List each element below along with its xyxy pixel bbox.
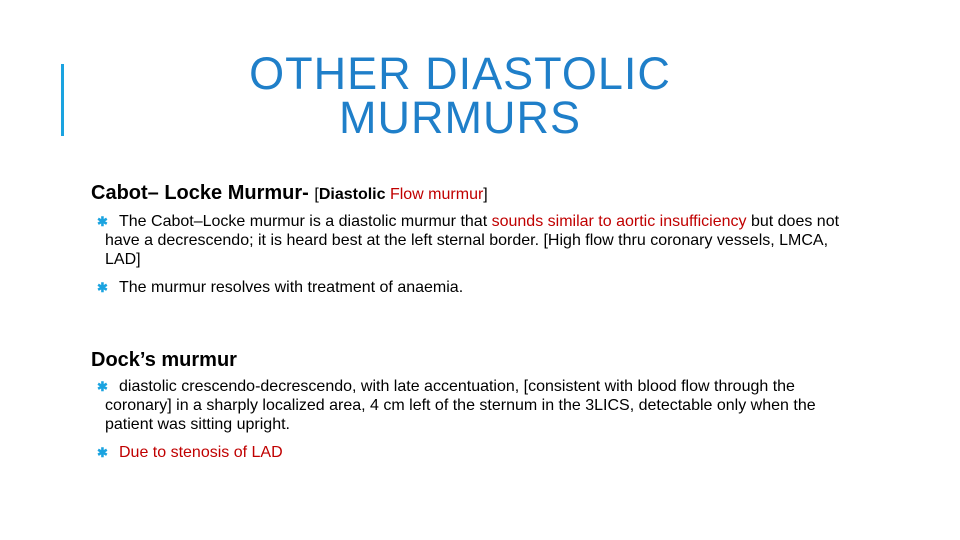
list-item	[97, 212, 857, 269]
bullet-text: Due to stenosis of LAD	[119, 444, 283, 461]
cabot-locke-bullets	[97, 212, 857, 306]
bullet-part-2: but does not have a decrescendo; it is heard best at the left sternal border. [High flow thru coronary vessels, LMCA, LAD]	[105, 213, 840, 268]
list-item	[97, 443, 857, 462]
asterisk-bullet-icon: ✱	[97, 280, 108, 295]
asterisk-bullet-icon: ✱	[97, 214, 108, 229]
bullet-highlight: sounds similar to aortic insufficiency	[491, 213, 747, 230]
heading-main-text: Cabot– Locke Murmur-	[91, 182, 315, 204]
bullet-text: The murmur resolves with treatment of anaemia.	[119, 279, 464, 296]
docks-murmur-bullets	[97, 377, 857, 471]
heading-bracket-close: ]	[483, 186, 488, 203]
section-heading-cabot-locke	[91, 182, 488, 205]
list-item	[97, 377, 857, 434]
accent-bar	[61, 64, 64, 136]
heading-flow-murmur: Flow murmur	[389, 186, 484, 203]
bullet-part-1: The Cabot–Locke murmur is a diastolic murmur that	[119, 213, 492, 230]
bullet-text	[97, 212, 857, 269]
title-line-1: OTHER DIASTOLIC	[249, 48, 671, 99]
asterisk-bullet-icon: ✱	[97, 379, 108, 394]
list-item	[97, 278, 857, 297]
slide-title	[190, 48, 730, 143]
title-line-2: MURMURS	[339, 92, 581, 143]
heading-diastolic: Diastolic	[318, 186, 390, 203]
section-heading-docks-murmur: Dock’s murmur	[91, 349, 237, 371]
bullet-text: diastolic crescendo-decrescendo, with late accentuation, [consistent with blood flow through the coronary] in a sharply localized area, 4 cm left of the sternum in the 3LICS, detectable only when the patient was sitting upright.	[105, 378, 816, 433]
heading-bracket-open: [	[314, 186, 319, 203]
asterisk-bullet-icon: ✱	[97, 445, 108, 460]
